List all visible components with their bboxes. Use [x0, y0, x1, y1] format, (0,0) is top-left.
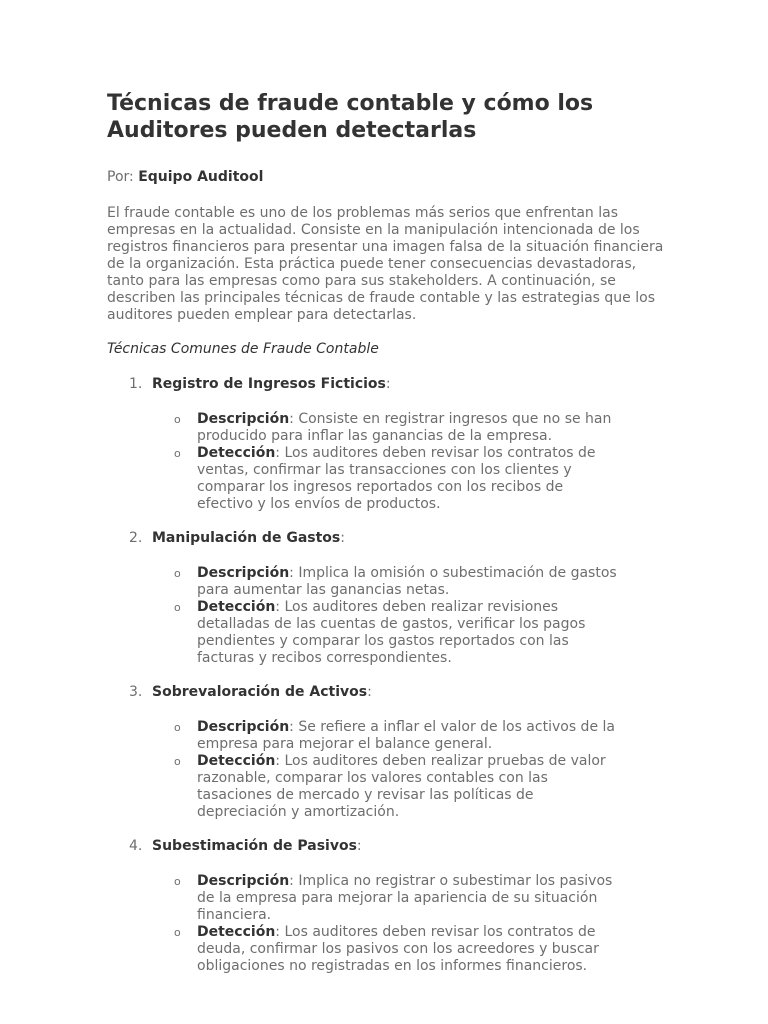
detection-item: o Detección: Los auditores deben realizar pruebas de valor razonable, comparar los valores contables con las tasaciones de mercado y revisar las políticas de depreciación y amortización. [174, 753, 606, 820]
circle-bullet-icon: o [174, 755, 181, 768]
description-item: o Descripción: Implica la omisión o subestimación de gastos para aumentar las ganancias netas. [174, 565, 617, 598]
description-label: Descripción [197, 719, 290, 735]
circle-bullet-icon: o [174, 601, 181, 614]
circle-bullet-icon: o [174, 567, 181, 580]
detection-item: o Detección: Los auditores deben realizar revisiones detalladas de las cuentas de gastos, verificar los pagos pendientes y comparar los gastos reportados con las facturas y recibos correspondientes. [174, 599, 586, 666]
circle-bullet-icon: o [174, 926, 181, 939]
document-title: Técnicas de fraude contable y cómo los Auditores pueden detectarlas [107, 91, 594, 143]
technique-details [152, 565, 622, 667]
technique-details [152, 719, 622, 821]
detection-text: Los auditores deben revisar los contratos de deuda, confirmar los pasivos con los acreedores y buscar obligaciones no registradas en los informes financieros. [197, 924, 599, 974]
technique-name: Sobrevaloración de Activos [152, 684, 368, 700]
description-item: o Descripción: Se refiere a inflar el valor de los activos de la empresa para mejorar el balance general. [174, 719, 615, 752]
description-item: o Descripción: Implica no registrar o subestimar los pasivos de la empresa para mejorar la apariencia de su situación financiera. [174, 873, 613, 923]
detection-label: Detección [197, 924, 276, 940]
author-name: Equipo Auditool [138, 169, 264, 185]
technique-number: 4. [129, 838, 143, 854]
technique-number: 3. [129, 684, 143, 700]
detection-text: Los auditores deben realizar pruebas de valor razonable, comparar los valores contables con las tasaciones de mercado y revisar las políticas de depreciación y amortización. [197, 753, 606, 820]
byline-prefix: Por: [107, 169, 134, 185]
description-text: Implica la omisión o subestimación de gastos para aumentar las ganancias netas. [197, 565, 617, 598]
section-title: Técnicas Comunes de Fraude Contable [107, 341, 379, 357]
circle-bullet-icon: o [174, 721, 181, 734]
byline [107, 169, 668, 186]
description-label: Descripción [197, 411, 290, 427]
technique-name: Manipulación de Gastos [152, 530, 341, 546]
detection-label: Detección [197, 445, 276, 461]
description-text: Consiste en registrar ingresos que no se han producido para inflar las ganancias de la empresa. [197, 411, 612, 444]
technique-item: 3. Sobrevaloración de Activos: o Descripción: Se refiere a inflar el valor de los activos de la empresa para mejorar el balance general. o Detección: Los auditores deben realizar pruebas de valor razonable, comparar los valores contables con las tasaciones de mercado y revisar las políticas de depreciación y amortización. [107, 684, 668, 821]
intro-paragraph: El fraude contable es uno de los problemas más serios que enfrentan las empresas en la actualidad. Consiste en la manipulación intencionada de los registros financieros para presentar una imagen falsa de la situación financiera de la organización. Esta práctica puede tener consecuencias devastadoras, tanto para las empresas como para sus stakeholders. A continuación, se describen las principales técnicas de fraude contable y las estrategias que los auditores pueden emplear para detectarlas. [107, 205, 664, 323]
technique-details [152, 411, 622, 513]
detection-label: Detección [197, 753, 276, 769]
detection-item: o Detección: Los auditores deben revisar los contratos de deuda, confirmar los pasivos con los acreedores y buscar obligaciones no registradas en los informes financieros. [174, 924, 599, 974]
circle-bullet-icon: o [174, 875, 181, 888]
description-text: Implica no registrar o subestimar los pasivos de la empresa para mejorar la apariencia de su situación financiera. [197, 873, 613, 923]
technique-details [152, 873, 622, 975]
detection-text: Los auditores deben realizar revisiones detalladas de las cuentas de gastos, verificar los pagos pendientes y comparar los gastos reportados con las facturas y recibos correspondientes. [197, 599, 586, 666]
detection-item: o Detección: Los auditores deben revisar los contratos de ventas, confirmar las transacciones con los clientes y comparar los ingresos reportados con los recibos de efectivo y los envíos de productos. [174, 445, 596, 512]
technique-name: Registro de Ingresos Ficticios [152, 376, 386, 392]
description-text: Se refiere a inflar el valor de los activos de la empresa para mejorar el balance general. [197, 719, 615, 752]
technique-item: 1. Registro de Ingresos Ficticios: o Descripción: Consiste en registrar ingresos que no se han producido para inflar las ganancias de la empresa. o Detección: Los auditores deben revisar los contratos de ventas, confirmar las transacciones con los clientes y comparar los ingresos reportados con los recibos de efectivo y los envíos de productos. [107, 376, 668, 513]
technique-number: 1. [129, 376, 143, 392]
description-label: Descripción [197, 873, 290, 889]
techniques-list [107, 376, 668, 975]
description-label: Descripción [197, 565, 290, 581]
circle-bullet-icon: o [174, 413, 181, 426]
description-item: o Descripción: Consiste en registrar ingresos que no se han producido para inflar las ganancias de la empresa. [174, 411, 612, 444]
detection-label: Detección [197, 599, 276, 615]
technique-name: Subestimación de Pasivos [152, 838, 357, 854]
technique-item: 2. Manipulación de Gastos: o Descripción: Implica la omisión o subestimación de gastos para aumentar las ganancias netas. o Detección: Los auditores deben realizar revisiones detalladas de las cuentas de gastos, verificar los pagos pendientes y comparar los gastos reportados con las facturas y recibos correspondientes. [107, 530, 668, 667]
technique-number: 2. [129, 530, 143, 546]
circle-bullet-icon: o [174, 447, 181, 460]
technique-item: 4. Subestimación de Pasivos: o Descripción: Implica no registrar o subestimar los pasivos de la empresa para mejorar la apariencia de su situación financiera. o Detección: Los auditores deben revisar los contratos de deuda, confirmar los pasivos con los acreedores y buscar obligaciones no registradas en los informes financieros. [107, 838, 668, 975]
detection-text: Los auditores deben revisar los contratos de ventas, confirmar las transacciones con los clientes y comparar los ingresos reportados con los recibos de efectivo y los envíos de productos. [197, 445, 596, 512]
